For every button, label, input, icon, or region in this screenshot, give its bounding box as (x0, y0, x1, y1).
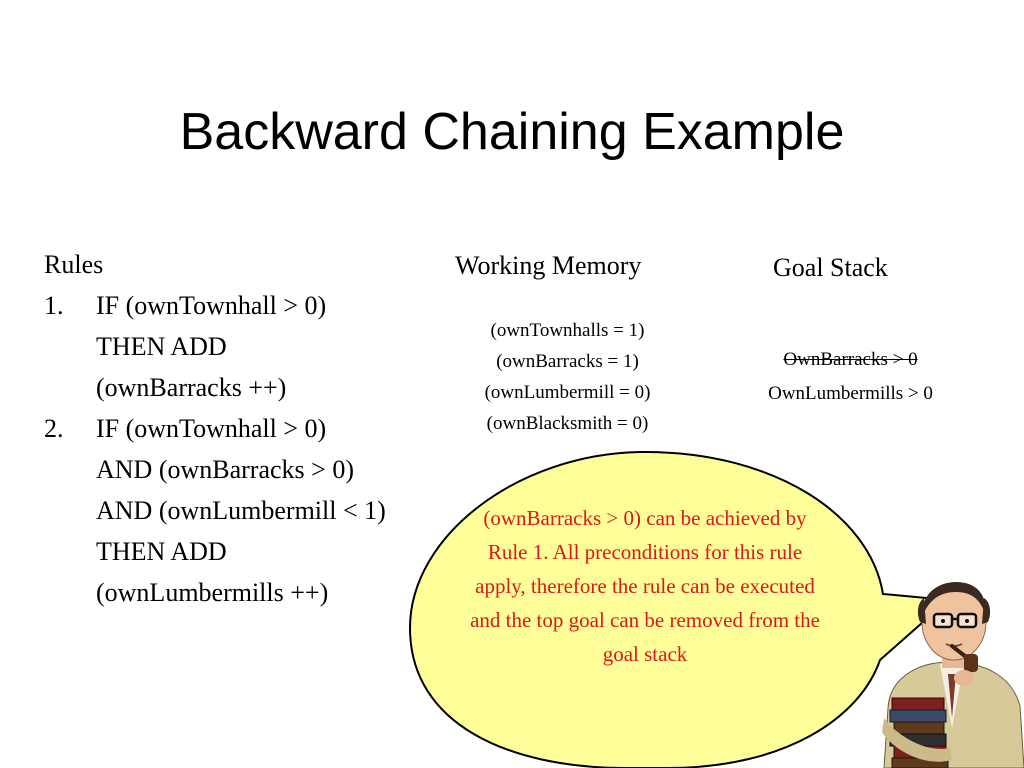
professor-illustration (880, 578, 1024, 768)
working-memory-list (440, 315, 695, 439)
goal-stack-item: OwnBarracks > 0 (783, 349, 918, 370)
rules-heading: Rules (44, 250, 104, 279)
goal-stack-title: Goal Stack (773, 253, 888, 282)
rule-2 (44, 408, 386, 613)
rule-line: AND (ownLumbermill < 1) (96, 496, 386, 525)
working-memory-item: (ownLumbermill = 0) (484, 382, 651, 403)
working-memory-item: (ownTownhalls = 1) (490, 320, 645, 341)
rule-line: THEN ADD (96, 332, 227, 361)
goal-stack-list (728, 343, 973, 411)
rule-number: 1. (44, 291, 64, 320)
rule-line: IF (ownTownhall > 0) (96, 291, 327, 320)
rule-number: 2. (44, 414, 64, 443)
goal-stack-item: OwnLumbermills > 0 (768, 383, 933, 404)
slide-title: Backward Chaining Example (179, 103, 845, 161)
rule-line: (ownBarracks ++) (96, 373, 287, 402)
rule-line: AND (ownBarracks > 0) (96, 455, 354, 484)
working-memory-title: Working Memory (455, 251, 642, 280)
rule-line: THEN ADD (96, 537, 227, 566)
callout-text: (ownBarracks > 0) can be achieved by Rule 1. All preconditions for this rule apply, therefore the rule can be executed and the top goal can be removed from the goal stack (470, 506, 820, 666)
rules-section (44, 244, 386, 613)
rule-line: IF (ownTownhall > 0) (96, 414, 327, 443)
working-memory-item: (ownBlacksmith = 0) (486, 413, 649, 434)
rule-line: (ownLumbermills ++) (96, 578, 329, 607)
working-memory-item: (ownBarracks = 1) (496, 351, 639, 372)
rule-1 (44, 285, 386, 408)
